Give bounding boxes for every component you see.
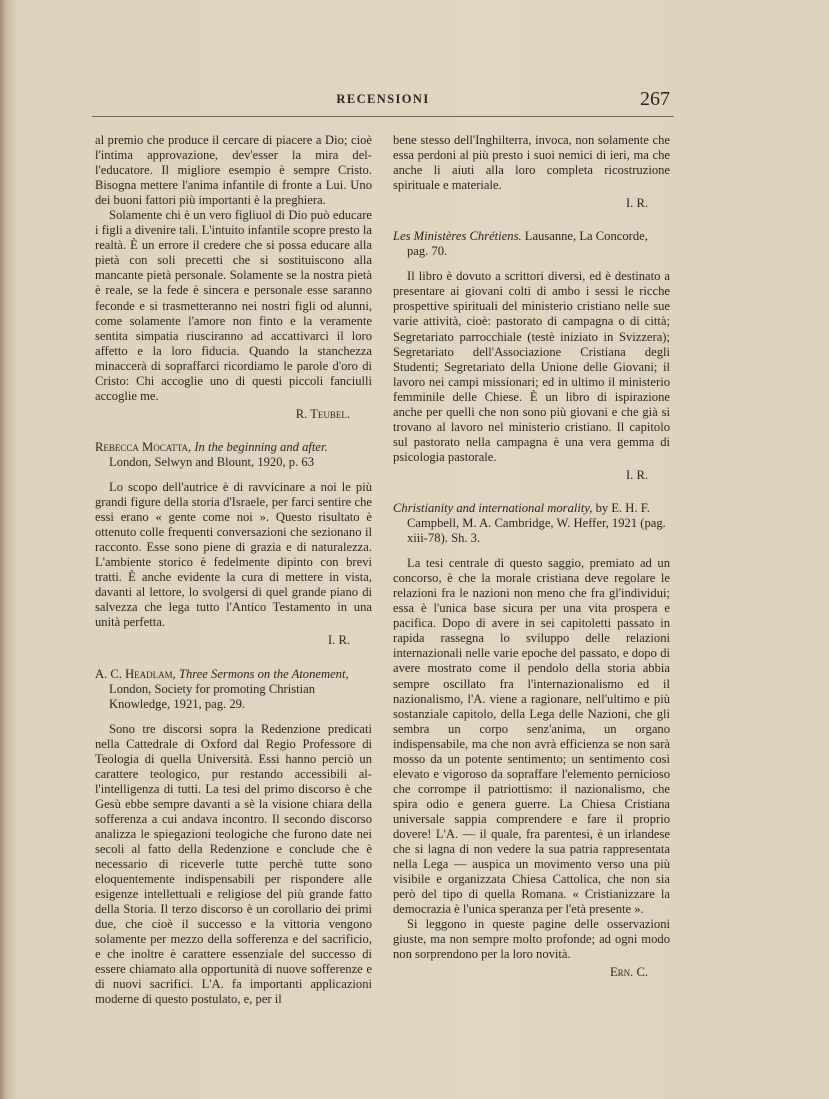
book-details: Lausanne, La Concorde, pag. 70. — [407, 229, 648, 259]
book-entry — [95, 667, 372, 712]
paragraph: Sono tre discorsi sopra la Redenzione predicati nella Cattedrale di Oxford dal Regio Professore di Teologia di quella Università. Essi hanno perciò un carattere teologico, pur restando accessibili al-l'intelligenza di tutti. La tesi del primo discorso è che Gesù ebbe sempre davanti a sè la visione chiara della sofferenza a cui andava incontro. Il secondo discorso analizza le spiegazioni teologiche che furono date nei secoli al fatto della Redenzione e conclude che è necessario di riceverle tutte perchè tutte sono eloquentemente indispensabili per rispondere alle esigenze intellettuali e religiose del più grande fatto della Storia. Il terzo discorso è un corollario dei primi due, che cioè il successo e la vittoria vengono solamente per mezzo della sofferenza e del sacrificio, e che inoltre è carattere essenziale del successo di essere chiamato alla opportunità di nuove sofferenze e di nuovi sacrifici. L'A. fa importanti applicazioni moderne di questo postulato, e, per il — [95, 721, 372, 1007]
reviewer-signature: R. Teubel. — [295, 406, 350, 421]
paragraph: Si leggono in queste pagine delle osservazioni giuste, ma non sempre molto profonde; ad ogni modo non sorprendono per la loro novità. — [393, 917, 670, 962]
book-details: London, Selwyn and Blount, 1920, p. 63 — [109, 454, 314, 469]
book-title: Three Sermons on the Atonement, — [178, 666, 349, 681]
paragraph: al premio che produce il cercare di piacere a Dio; cioè l'intima approvazione, dev'esser la mira del-l'educatore. Il migliore esempio è sempre Cristo. Bisogna mettere l'anima infantile di fronte a Lui. Uno dei buoni fattori più importanti è la preghiera. — [95, 133, 372, 208]
book-title: Les Ministères Chrétiens. — [393, 229, 522, 244]
book-author: A. C. Headlam, — [95, 666, 176, 681]
book-details: by E. H. F. Campbell, M. A. Cambridge, W. Heffer, 1921 (pag. xiii-78). Sh. 3. — [407, 500, 666, 546]
reviewer-signature: I. R. — [327, 633, 350, 648]
reviewer-signature: I. R. — [625, 196, 648, 211]
reviewer-signature: Ern. C. — [609, 965, 648, 980]
page-header — [92, 90, 674, 117]
book-title: Christianity and international morality, — [393, 500, 593, 515]
book-entry — [393, 501, 670, 546]
paragraph: Lo scopo dell'autrice è di ravvicinare a noi le più grandi figure della storia d'Israele, per farci sentire che essi erano « gente come noi ». Questo risultato è ottenuto colle frequenti conversazioni che sezionano il racconto. Esse sono piene di grazia e di naturalezza. L'ambiente storico è fedelmente dipinto con brevi tratti. È anche evidente la cura di mettere in vista, davanti al lettore, lo svolgersi di quel grande piano di salvezza che lega tutto l'Antico Testamento in una unità perfetta. — [95, 479, 372, 630]
book-entry — [95, 440, 372, 470]
left-column — [95, 133, 372, 1008]
paragraph: bene stesso dell'Inghilterra, invoca, non solamente che essa perdoni al più presto i suoi nemici di ieri, ma che anche li aiuti alla loro completa ricostruzione spirituale e materiale. — [393, 133, 670, 193]
right-column — [393, 133, 670, 980]
running-head: RECENSIONI — [336, 92, 430, 106]
paragraph: La tesi centrale di questo saggio, premiato ad un concorso, è che la morale cristiana deve regolare le relazioni fra le nazioni non meno che fra gl'individui; essa è l'unica base sicura per una vita prospera e pacifica. Dopo di avere in sei capitoletti passato in rapida rassegna lo sviluppo delle relazioni internazionali nelle varie epoche del passato, e dopo di avere mostrato come il pendolo della storia abbia sempre oscillato fra l'internazionalismo ed il nazionalismo, l'A. viene a ragionare, nell'ultimo e più sostanziale capitolo, della Lega delle Nazioni, che gli sembra un corpo senz'anima, un organo indispensabile, ma che non avrà efficienza se non sarà mosso da un potente sentimento; un sentimento così elevato e vigoroso da sopraffare l'elemento pernicioso che corrompe il patriottismo: il nazionalismo, che spira odio e genera guerre. La Chiesa Cristiana universale sappia comprendere e fare il proprio dovere! L'A. — il quale, fra parentesi, è un irlandese che si lagna di non vedere la sua patria rappresentata nella Lega — auspica un movimento verso una più visibile e organizzata Chiesa Cattolica, che non sia però del tipo di quella Romana. « Cristianizzare la democrazia è l'unica speranza per l'età presente ». — [393, 556, 670, 917]
reviewer-signature: I. R. — [625, 467, 648, 482]
book-author: Rebecca Mocatta, — [95, 439, 192, 454]
book-details: London, Society for promoting Christian Knowledge, 1921, pag. 29. — [109, 681, 316, 711]
page-number: 267 — [640, 88, 670, 110]
book-entry — [393, 229, 670, 259]
paragraph: Solamente chi è un vero figliuol di Dio può educare i figli a divenire tali. L'intuito infantile scopre presto la realtà. È un errore il credere che si possa educare alla pietà con soli precetti che si sostituiscono alla mancante pietà personale. Solamente se la nostra pietà è reale, se la fede è sincera e personale esse saranno feconde e si trasmetteranno nei nostri figli od alunni, come solamente l'amore non finto e la veramente sentita simpatia riusciranno ad accattivarci il loro affetto e la loro fiducia. Quando la stanchezza minaccerà di sopraffarci ricordiamo le parole d'oro di Cristo: Chi accoglie uno di questi piccoli fanciulli accoglie me. — [95, 208, 372, 403]
book-title: In the beginning and after. — [194, 439, 328, 454]
paragraph: Il libro è dovuto a scrittori diversi, ed è destinato a presentare ai giovani colti di ambo i sessi le ricche prospettive spirituali del ministerio cristiano nelle sue varie attività, cioè: pastorato di campagna o di città; Segretariato parrocchiale (testè iniziato in Svizzera); Segretariato dell'Associazione Cristiana degli Studenti; Segretariato della Unione delle Giovani; il lavoro nei campi missionari; ed in ultimo il ministerio femminile delle Chiese. È un libro di ispirazione anche per quelli che non sono più giovani e che già si trovano al lavoro nel ministerio cristiano. Il capitolo sul pastorato nella campagna è una vera gemma di psicologia pastorale. — [393, 269, 670, 464]
